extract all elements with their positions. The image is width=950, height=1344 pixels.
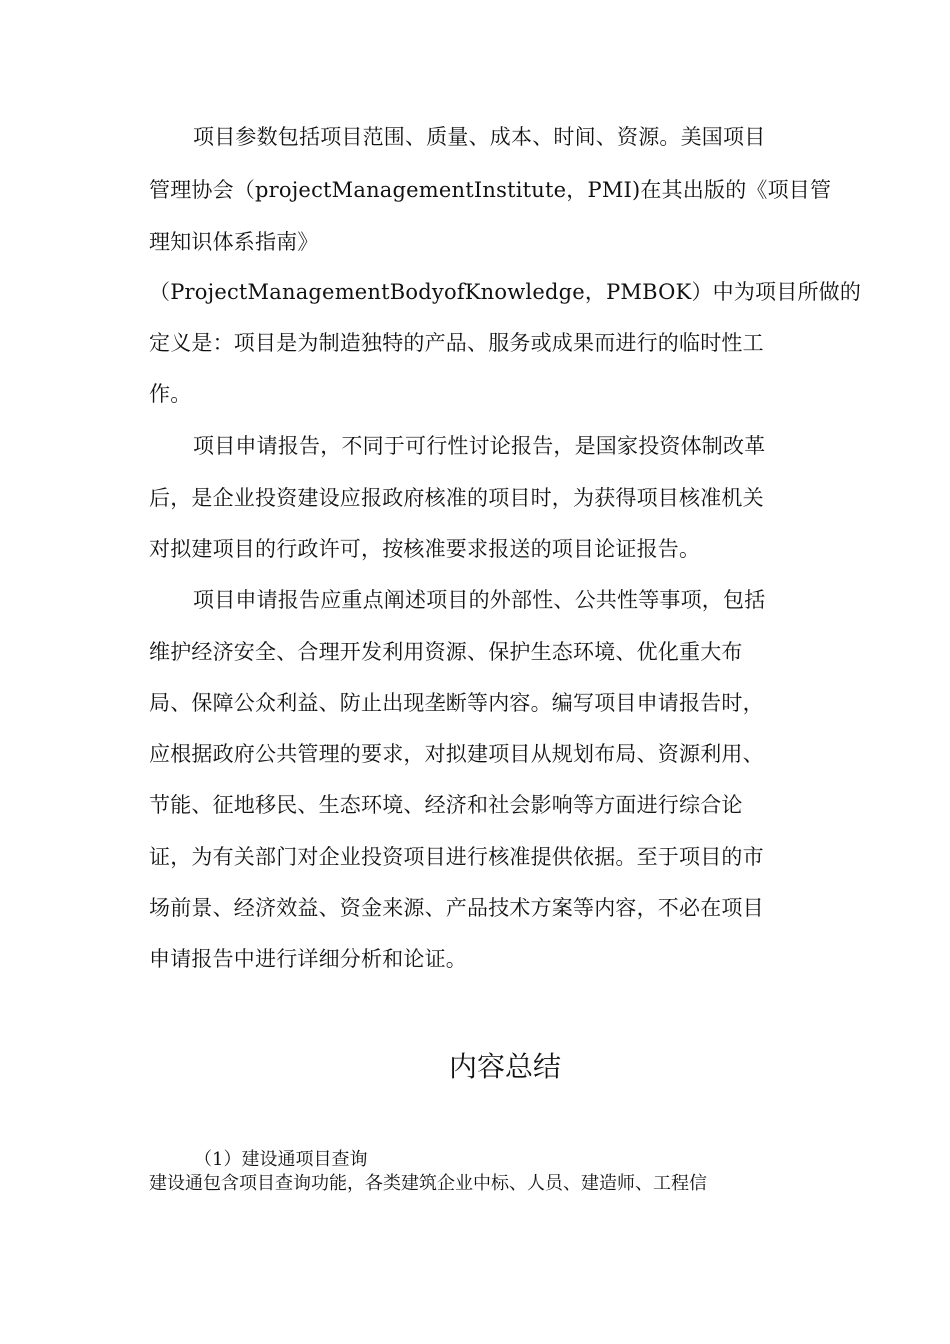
paragraph-3-line-4: 应根据政府公共管理的要求，对拟建项目从规划布局、资源利用、 — [149, 742, 764, 766]
paragraph-1-line-5: 定义是：项目是为制造独特的产品、服务或成果而进行的临时性工 — [149, 331, 764, 355]
paragraph-3-line-8: 申请报告中进行详细分析和论证。 — [149, 947, 467, 971]
paragraph-2-line-3: 对拟建项目的行政许可，按核准要求报送的项目论证报告。 — [149, 537, 701, 561]
paragraph-1-line-4: （ProjectManagementBodyofKnowledge，PMBOK）中为项目所做的 — [149, 280, 862, 304]
paragraph-2-line-1: 项目申请报告，不同于可行性讨论报告，是国家投资体制改革 — [193, 434, 766, 458]
paragraph-1-line-1: 项目参数包括项目范围、质量、成本、时间、资源。美国项目 — [193, 125, 766, 149]
paragraph-1-line-2: 管理协会（projectManagementInstitute，PMI)在其出版的《项目管 — [149, 178, 832, 202]
paragraph-3-line-7: 场前景、经济效益、资金来源、产品技术方案等内容，不必在项目 — [149, 896, 764, 920]
paragraph-3-line-3: 局、保障公众利益、防止出现垄断等内容。编写项目申请报告时， — [149, 691, 764, 715]
paragraph-1-line-3: 理知识体系指南》 — [149, 230, 319, 254]
paragraph-1-line-6: 作。 — [149, 382, 192, 406]
paragraph-3-line-1: 项目申请报告应重点阐述项目的外部性、公共性等事项，包括 — [193, 588, 766, 612]
section-heading: 内容总结 — [448, 1050, 561, 1083]
subsection-title: （1）建设通项目查询 — [194, 1149, 368, 1170]
paragraph-2-line-2: 后，是企业投资建设应报政府核准的项目时，为获得项目核准机关 — [149, 486, 764, 510]
paragraph-3-line-2: 维护经济安全、合理开发利用资源、保护生态环境、优化重大布 — [149, 640, 743, 664]
paragraph-3-line-6: 证，为有关部门对企业投资项目进行核准提供依据。至于项目的市 — [149, 845, 764, 869]
subsection-text: 建设通包含项目查询功能，各类建筑企业中标、人员、建造师、工程信 — [149, 1173, 707, 1194]
paragraph-3-line-5: 节能、征地移民、生态环境、经济和社会影响等方面进行综合论 — [149, 793, 743, 817]
